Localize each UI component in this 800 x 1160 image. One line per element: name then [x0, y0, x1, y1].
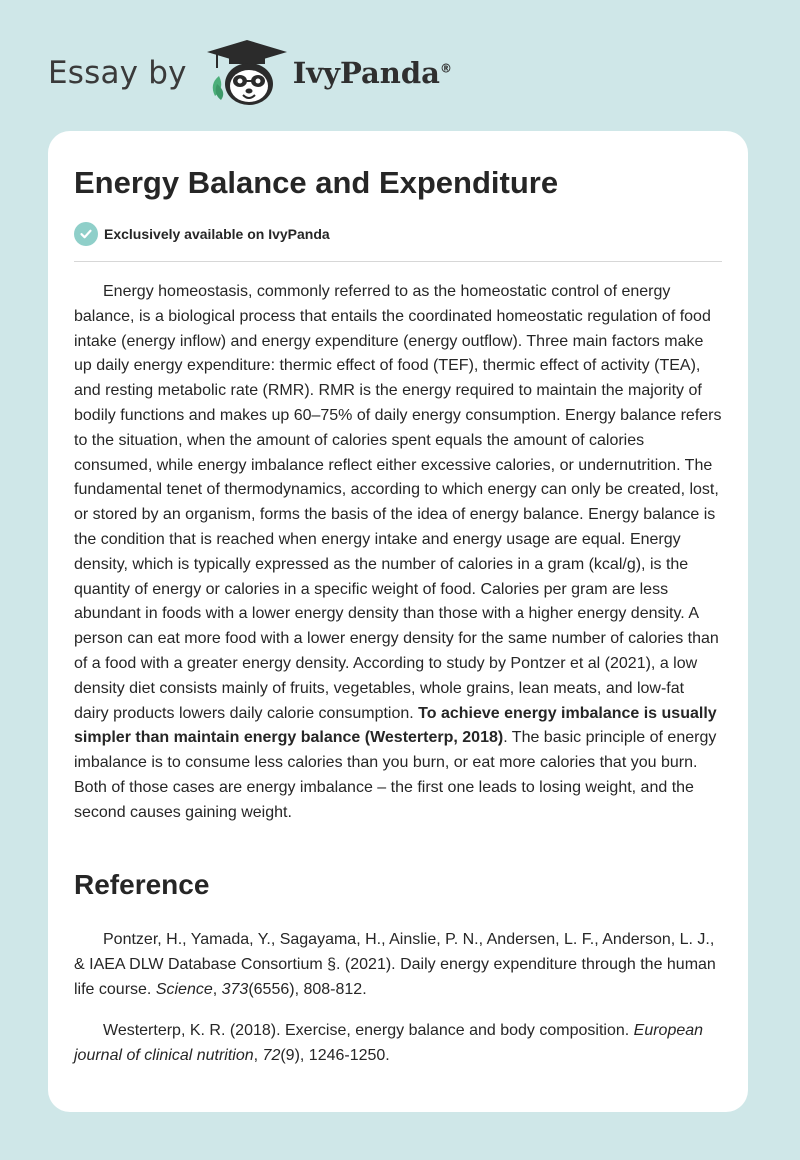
reference-separator: , — [253, 1046, 263, 1064]
brand-name-text: IvyPanda — [292, 56, 440, 90]
reference-separator: , — [212, 980, 222, 998]
panda-graduate-icon[interactable] — [205, 38, 289, 108]
reference-volume: 373 — [221, 980, 249, 998]
essay-paragraph — [74, 280, 722, 826]
reference-pages: (9), 1246-1250. — [280, 1046, 390, 1064]
reference-journal: Science — [155, 980, 213, 998]
badge-label: Exclusively available on IvyPanda — [104, 226, 330, 242]
paragraph-text: Energy homeostasis, commonly referred to as the homeostatic control of energy balance, is a biological process that entails the coordinated homeostatic regulation of food intake (energy inflow) and energy expenditure (energy outflow). Three main factors make up daily energy expenditure: thermic effect of food (TEF), thermic effect of activity (TEA), and resting metabolic rate (RMR). RMR is the energy required to maintain the majority of bodily functions and makes up 60–75% of daily energy consumption. Energy balance refers to the situation, when the amount of calories spent equals the amount of calories consumed, while energy imbalance reflect either excessive calories, or undernutrition. The fundamental tenet of thermodynamics, according to which energy can only be created, lost, or stored by an organism, forms the basis of the idea of energy balance. Energy balance is the condition that is reached when energy intake and energy usage are equal. Energy density, which is typically expressed as the number of calories in a gram (kcal/g), is the quantity of energy or calories in a specific weight of food. Calories per gram are less abundant in foods with a lower energy density than those with a higher energy density. A person can eat more food with a lower energy density for the same number of calories than of a food with a greater energy density. According to study by Pontzer et al (2021), a low density diet consists mainly of fruits, vegetables, whole grains, lean meats, and low-fat dairy products lowers daily calorie consumption. — [74, 283, 722, 722]
site-header — [48, 36, 452, 110]
paragraph-text-continued: . The basic principle of energy imbalance is to consume less calories than you burn, or eat more calories that you burn. Both of those cases are energy imbalance – the first one leads to losing weight, and the second causes gaining weight. — [74, 729, 717, 821]
registered-mark: ® — [439, 61, 452, 76]
brand-name[interactable] — [293, 56, 452, 90]
essay-card — [48, 131, 748, 1112]
brand-prefix: Essay by — [48, 55, 187, 91]
reference-volume: 72 — [262, 1046, 281, 1064]
page-title: Energy Balance and Expenditure — [74, 165, 559, 200]
reference-heading: Reference — [74, 869, 210, 900]
check-icon — [74, 222, 98, 246]
reference-authors: Pontzer, H., Yamada, Y., Sagayama, H., Ainslie, P. N., Andersen, L. F., Anderson, L. J., & IAEA DLW Database Consortium §. (2021). Daily energy expenditure through the human life course. — [74, 931, 716, 998]
reference-journal: European journal of clinical nutrition — [74, 1022, 704, 1064]
exclusive-badge — [74, 222, 330, 246]
divider — [74, 261, 722, 262]
reference-item — [74, 1019, 722, 1069]
paragraph-bold-text: To achieve energy imbalance is usually simpler than maintain energy balance (Westerterp, 2018) — [74, 704, 717, 747]
reference-item — [74, 928, 722, 1002]
reference-pages: (6556), 808-812. — [248, 980, 367, 998]
reference-authors: Westerterp, K. R. (2018). Exercise, energy balance and body composition. — [103, 1022, 634, 1039]
